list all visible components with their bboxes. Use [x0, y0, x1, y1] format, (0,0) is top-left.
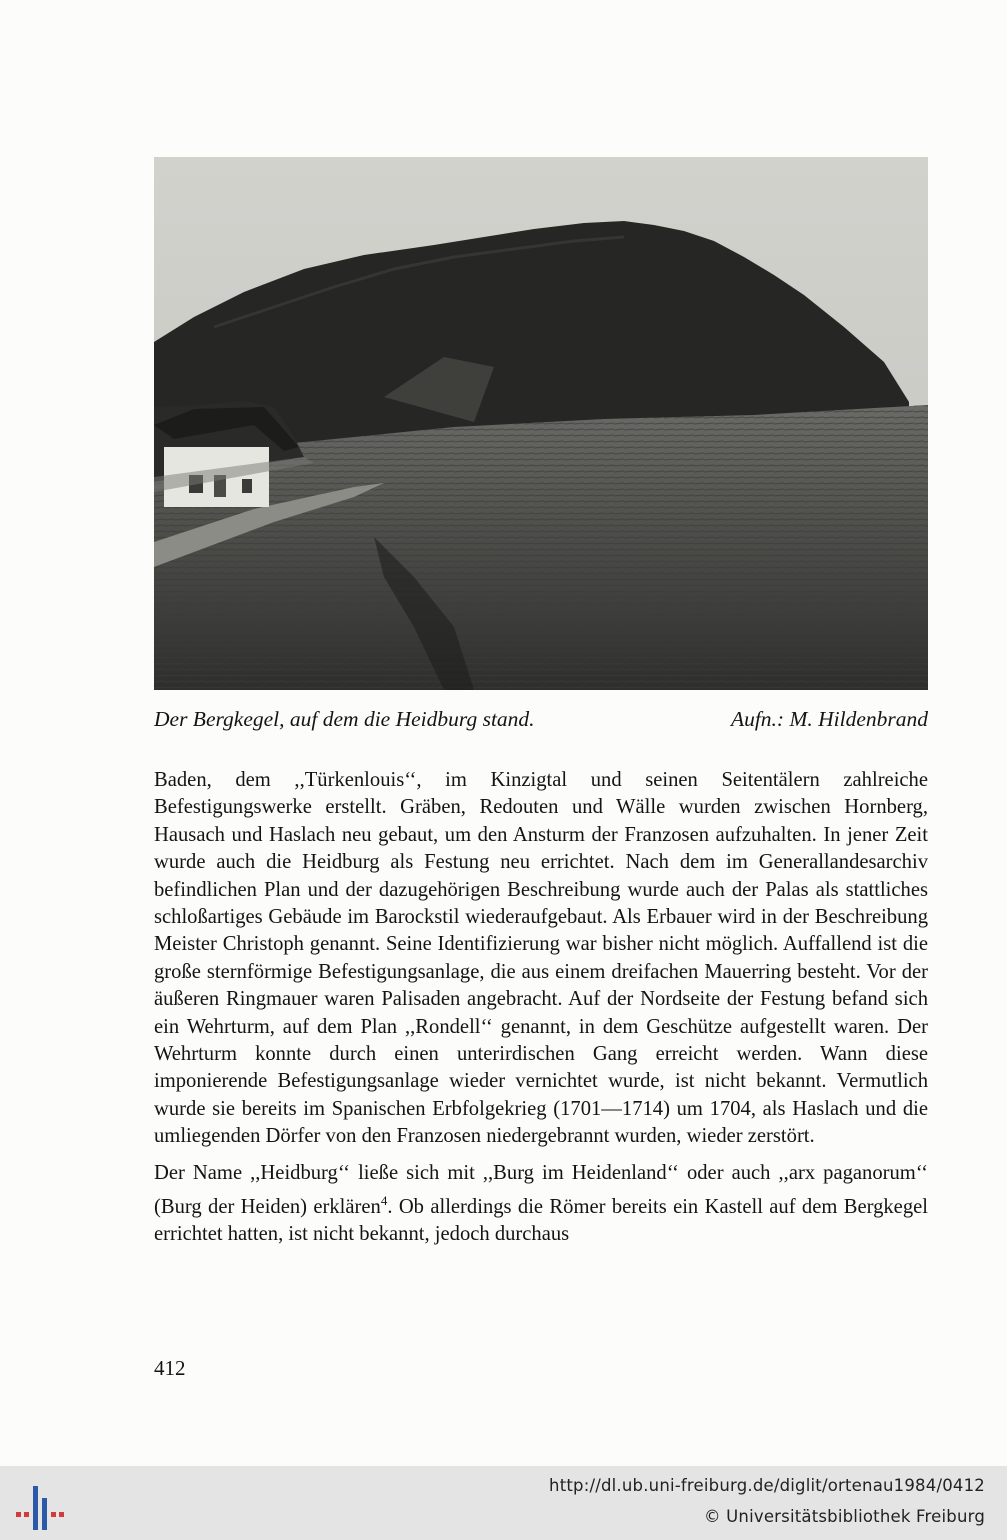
photo-credit: Aufn.: M. Hildenbrand: [730, 707, 928, 731]
ub-freiburg-logo-icon[interactable]: [14, 1480, 66, 1532]
caption-text: Der Bergkegel, auf dem die Heidburg stand.: [154, 707, 535, 731]
paragraph: [154, 1160, 928, 1249]
body-text: [154, 767, 928, 1258]
paragraph-text: . Ob allerdings die Römer bereits ein Kastell auf dem Bergkegel errichtet hatten, ist nicht bekannt, jedoch durchaus: [154, 1195, 928, 1246]
hill-landscape-image: [154, 157, 928, 690]
footnote-reference[interactable]: 4: [380, 1193, 388, 1209]
landscape-photo: [154, 157, 928, 690]
footer-bar: [0, 1466, 1007, 1540]
page-number: 412: [154, 1356, 186, 1380]
figure-caption: [154, 707, 928, 732]
paragraph: Baden, dem ,,Türkenlouis‘‘, im Kinzigtal und seinen Seitentälern zahlreiche Befestigungswerke erstellt. Gräben, Redouten und Wälle wurden zwischen Hornberg, Hausach und Haslach neu gebaut, um den Ansturm der Franzosen aufzuhalten. In jener Zeit wurde auch die Heidburg als Festung neu errichtet. Nach dem im Generallandesarchiv befindlichen Plan und der dazugehörigen Beschreibung wurde auch der Palas als stattliches schloßartiges Gebäude im Barockstil wiederaufgebaut. Als Erbauer wird in der Beschreibung Meister Christoph genannt. Seine Identifizierung war bisher nicht möglich. Auffallend ist die große sternförmige Befestigungsanlage, die aus einem dreifachen Mauerring besteht. Vor der äußeren Ringmauer waren Palisaden angebracht. Auf der Nordseite der Festung befand sich ein Wehrturm, auf dem Plan ,,Rondell‘‘ genannt, in dem Geschütze aufgestellt waren. Der Wehrturm konnte durch einen unterirdischen Gang erreicht werden. Wann diese imponierende Befestigungsanlage wieder vernichtet wurde, ist nicht bekannt. Vermutlich wurde sie bereits im Spanischen Erbfolgekrieg (1701—1714) um 1704, als Haslach und die umliegenden Dörfer von den Franzosen niedergebrannt wurden, wieder zerstört.: [154, 769, 928, 1148]
source-url-link[interactable]: http://dl.ub.uni-freiburg.de/diglit/ortenau1984/0412: [549, 1476, 985, 1495]
paragraph-text: Der Name ,,Heidburg‘‘ ließe sich mit ,,Burg im Heidenland‘‘ oder auch ,,arx paganorum‘‘ (Burg der Heiden) erklären: [154, 1161, 928, 1218]
copyright-notice: © Universitätsbibliothek Freiburg: [703, 1507, 985, 1526]
